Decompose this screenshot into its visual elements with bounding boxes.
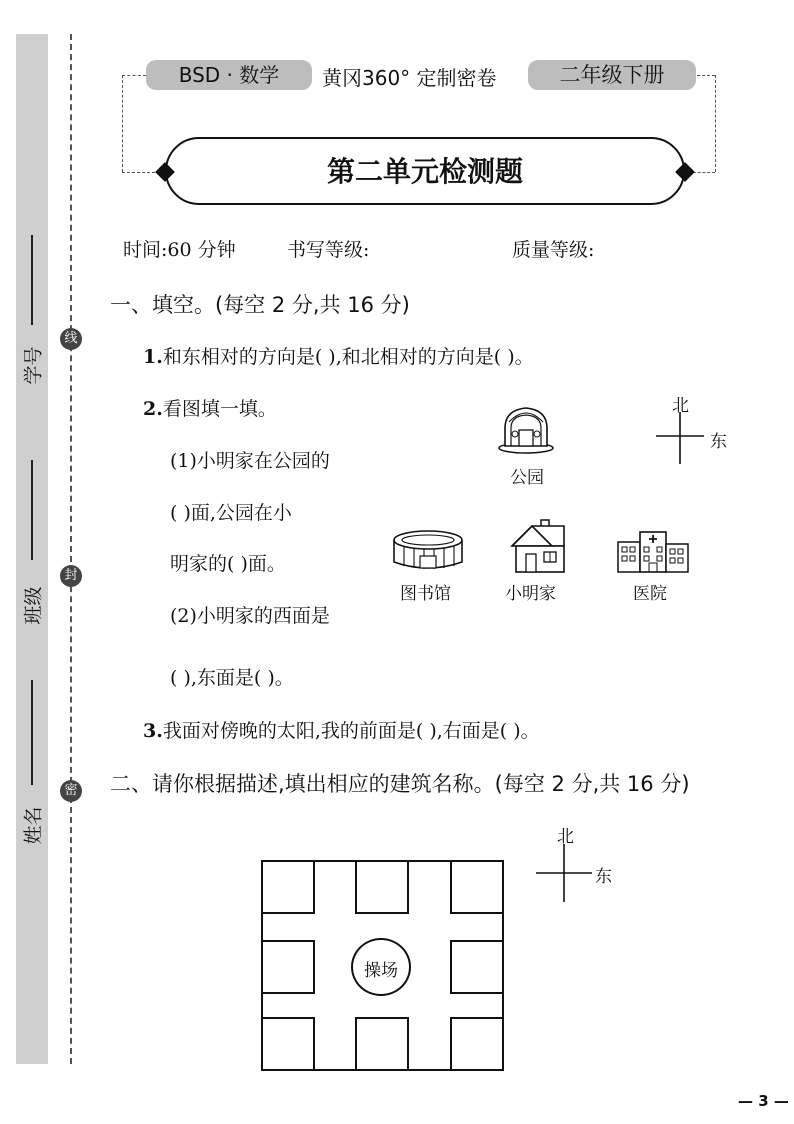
cut-line [70,34,72,1064]
building-sw[interactable] [261,1017,315,1071]
class-label: 班级 [22,586,45,625]
compass-1 [652,410,708,466]
name-label: 姓名 [22,806,45,845]
student-id-blank-line [31,235,33,325]
building-n[interactable] [355,860,409,914]
header-dash-left-v [122,75,123,172]
writing-grade-label: 书写等级: [287,239,370,261]
q2-sub1-line1: (1)小明家在公园的 [170,450,330,472]
page-title: 第二单元检测题 [326,155,523,188]
building-w[interactable] [261,940,315,994]
library-icon [390,528,466,572]
q1-number: 1. [143,346,163,368]
q2-sub2-line2: ( ),东面是( )。 [170,667,294,689]
park-icon [497,402,555,454]
series-name: 黄冈360° 定制密卷 [322,66,497,90]
student-id-label: 学号 [22,346,45,385]
section2-heading: 二、请你根据描述,填出相应的建筑名称。(每空 2 分,共 16 分) [110,772,690,796]
header-dash-right-v [715,75,716,172]
building-e[interactable] [450,940,504,994]
seal-feng: 封 [60,565,82,587]
q3-text: 我面对傍晚的太阳,我的前面是( ),右面是( )。 [162,720,540,742]
name-blank-line [31,680,33,785]
section1-heading: 一、填空。(每空 2 分,共 16 分) [110,293,410,317]
q1-text: 和东相对的方向是( ),和北相对的方向是( )。 [162,346,534,368]
quality-grade-label: 质量等级: [512,239,595,261]
compass-1-north: 北 [672,396,689,416]
building-s[interactable] [355,1017,409,1071]
building-se[interactable] [450,1017,504,1071]
library-label: 图书馆 [400,584,451,604]
header-dash-right [697,75,715,76]
q2-number: 2. [143,398,163,420]
building-nw[interactable] [261,860,315,914]
header-dash-left [122,75,146,76]
park-label: 公园 [510,468,544,488]
building-ne[interactable] [450,860,504,914]
home-icon [508,518,568,574]
page-number: — 3 — [738,1092,789,1110]
subject-pill: BSD · 数学 [146,60,312,90]
q2-sub1-line2: ( )面,公园在小 [170,502,292,524]
exam-time: 时间:60 分钟 [123,239,236,261]
playground-label: 操场 [364,961,398,981]
home-label: 小明家 [505,584,556,604]
seal-xian: 线 [60,328,82,350]
q2-sub2-line1: (2)小明家的西面是 [170,605,330,627]
q2-sub1-line3: 明家的( )面。 [170,553,286,575]
hospital-icon [616,530,690,574]
compass-2-east: 东 [595,867,612,887]
seal-mi: 密 [60,780,82,802]
q3-number: 3. [143,720,163,742]
compass-2-north: 北 [557,827,574,847]
hospital-label: 医院 [633,584,667,604]
compass-1-east: 东 [710,432,727,452]
class-blank-line [31,460,33,560]
compass-2 [534,842,594,904]
grade-pill: 二年级下册 [528,60,696,90]
q2-text: 看图填一填。 [162,398,277,420]
